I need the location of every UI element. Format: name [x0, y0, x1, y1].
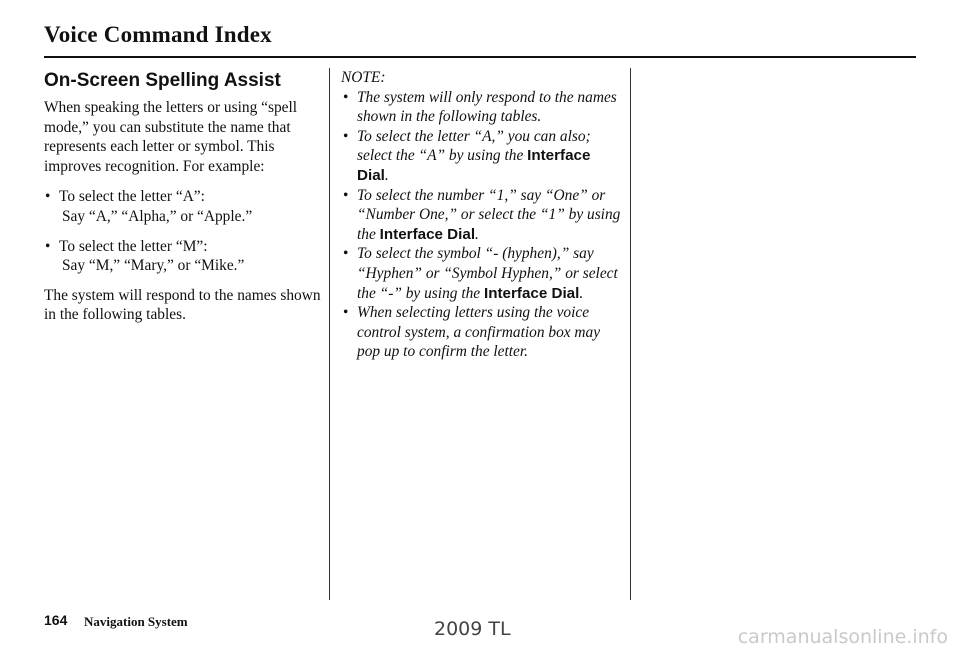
list-item	[44, 237, 322, 276]
note-text: To select the symbol “- (hyphen),” say “Hyphen” or “Symbol Hyphen,” or select the “-” by using the	[357, 245, 618, 302]
list-item	[341, 127, 626, 186]
title-rule	[44, 56, 916, 58]
section-heading: On-Screen Spelling Assist	[44, 70, 281, 91]
note-text: To select the letter “A,” you can also; select the “A” by using the	[357, 127, 591, 165]
footer-section-label: Navigation System	[84, 614, 188, 629]
note-label: NOTE:	[341, 69, 386, 86]
list-item	[341, 244, 626, 303]
list-item	[44, 187, 322, 226]
column-divider-2	[630, 68, 631, 600]
note-text: To select the number “1,” say “One” or “Number One,” or select the “1” by using the	[357, 186, 621, 243]
example-line: To select the letter “M”:	[59, 237, 208, 255]
note-list	[341, 88, 626, 362]
example-line: To select the letter “A”:	[59, 188, 205, 206]
note-text: When selecting letters using the voice control system, a confirmation box may pop up to confirm the letter.	[357, 304, 601, 361]
site-watermark: carmanualsonline.info	[737, 626, 948, 648]
column-divider-1	[329, 68, 330, 600]
model-watermark: 2009 TL	[434, 618, 511, 640]
note-end: .	[475, 225, 479, 243]
intro-paragraph: When speaking the letters or using “spell mode,” you can substitute the name that represents each letter or symbol. This improves recognition. For example:	[44, 99, 298, 175]
left-column	[44, 66, 322, 325]
control-name: Interface Dial	[379, 225, 476, 243]
page-number: 164	[44, 612, 68, 628]
middle-column	[341, 68, 626, 362]
example-list	[44, 187, 322, 275]
closing-paragraph: The system will respond to the names shown in the following tables.	[44, 286, 321, 324]
example-say: Say “A,” “Alpha,” or “Apple.”	[62, 207, 253, 225]
control-name: Interface Dial	[483, 284, 580, 302]
list-item	[341, 186, 626, 245]
note-end: .	[384, 166, 389, 184]
list-item	[341, 88, 626, 127]
control-name: Interface Dial	[357, 147, 591, 184]
example-say: Say “M,” “Mary,” or “Mike.”	[62, 257, 245, 275]
note-text: The system will only respond to the names shown in the following tables.	[357, 88, 617, 126]
note-end: .	[579, 284, 584, 302]
list-item	[341, 303, 626, 362]
page-title: Voice Command Index	[44, 22, 272, 47]
